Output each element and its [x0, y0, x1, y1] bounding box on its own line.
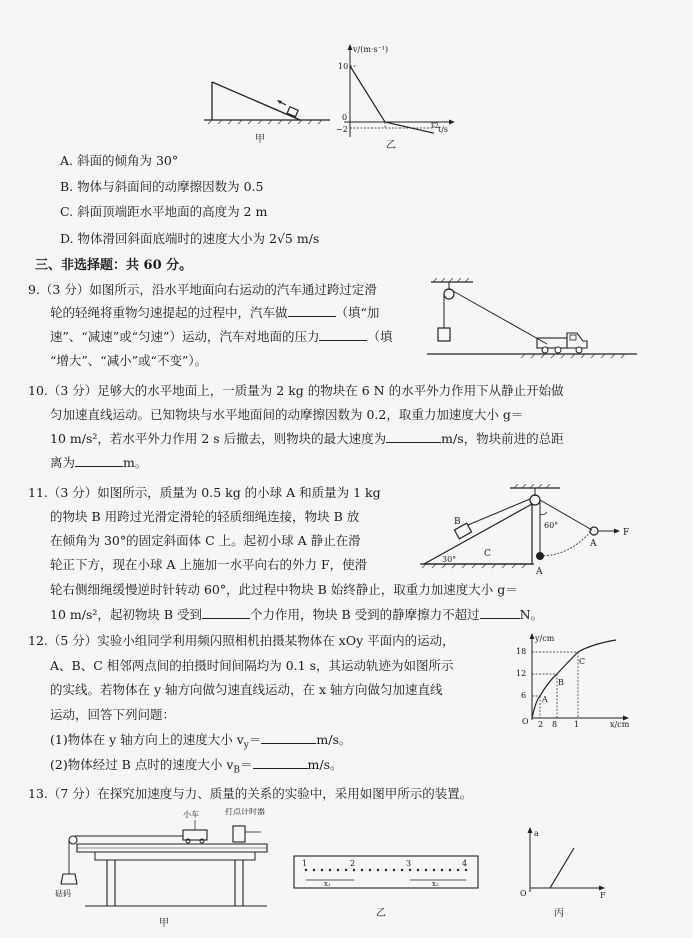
q13-fig-caption-jia: 甲 — [159, 918, 169, 929]
q11-blank-1[interactable] — [202, 607, 250, 619]
q10-blank-1[interactable] — [386, 431, 441, 443]
q11-line-1: 11.（3 分）如图所示，质量为 0.5 kg 的小球 A 和质量为 1 kg — [28, 485, 381, 500]
q12-fig-origin: O — [522, 717, 529, 726]
option-b: B. 物体与斜面间的动摩擦因数为 0.5 — [60, 179, 264, 194]
q11-fig-label-a: A — [536, 567, 543, 577]
vt-tick-neg2: −2 — [336, 125, 348, 134]
q13-apparatus-figure-jia — [55, 808, 275, 932]
q13-fig-caption-bing: 丙 — [554, 908, 564, 919]
q12-fig-tick-18: 18 — [516, 647, 527, 656]
q9-blank-2[interactable] — [319, 329, 367, 341]
q9-pulley-truck-figure — [425, 278, 640, 360]
q11-blank-2[interactable] — [480, 607, 520, 619]
option-c: C. 斜面顶端距水平地面的高度为 2 m — [60, 204, 268, 219]
tape-label-x2: x₂ — [432, 880, 439, 888]
q11-fig-label-f: F — [623, 528, 630, 538]
q9-line-2: 轮的轻绳将重物匀速提起的过程中，汽车做 （填“加 — [50, 305, 380, 320]
q13-tape-figure-yi — [292, 850, 482, 932]
q11-fig-label-a2: A — [590, 539, 597, 549]
q12-fig-tick-x2: 2 — [538, 720, 544, 728]
q9-line-4: “增大”、“减小”或“不变”）。 — [50, 353, 208, 368]
q12-blank-1[interactable] — [261, 732, 316, 744]
q12-fig-tick-x1: 1 — [574, 720, 580, 728]
q12-fig-point-b: B — [558, 678, 564, 687]
vt-tick-10: 10 — [338, 62, 349, 71]
tape-mark-3: 3 — [406, 859, 412, 868]
velocity-time-graph-yi — [330, 42, 460, 152]
tape-mark-2: 2 — [350, 859, 356, 868]
q11-line-5: 轮右侧细绳缓慢逆时针转动 60°，此过程中物块 B 始终静止，取重力加速度大小 g＝ — [50, 582, 518, 597]
q11-fig-label-b: B — [454, 517, 461, 527]
q10-line-1: 10.（3 分）足够大的水平地面上，一质量为 2 kg 的物块在 6 N 的水平外力作用下从静止开始做 — [28, 383, 564, 398]
incline-figure-jia — [200, 68, 340, 148]
q11-incline-pulley-figure — [420, 484, 645, 580]
q13-fig-label-car: 小车 — [183, 810, 199, 819]
q9-blank-1[interactable] — [288, 305, 336, 317]
q12-line-1: 12.（5 分）实验小组同学利用频闪照相机拍摄某物体在 xOy 平面内的运动， — [28, 633, 455, 648]
q12-blank-2[interactable] — [253, 757, 308, 769]
q13-line-1: 13.（7 分）在探究加速度与力、质量的关系的实验中，采用如图甲所示的装置。 — [28, 786, 473, 801]
q12-line-2: A、B、C 相邻两点间的拍摄时间间隔均为 0.1 s，其运动轨迹为如图所示 — [50, 658, 454, 673]
q12-line-4: 运动，回答下列问题： — [50, 707, 176, 722]
q13-a-f-graph-bing — [510, 826, 620, 932]
q13-fig-caption-yi: 乙 — [376, 908, 386, 919]
section-heading-3: 三、非选择题：共 60 分。 — [35, 258, 193, 273]
q9-line-3: 速”、“减速”或“匀速”）运动，汽车对地面的压力 （填 — [50, 329, 393, 344]
vt-tick-0: 0 — [342, 113, 348, 122]
vt-x-axis-label: t/s — [438, 125, 449, 134]
q12-fig-tick-12: 12 — [516, 669, 527, 678]
q11-fig-label-c: C — [484, 549, 491, 559]
tape-mark-1: 1 — [302, 859, 308, 868]
tape-mark-4: 4 — [462, 859, 468, 868]
q11-line-6: 10 m/s²，起初物块 B 受到 个力作用，物块 B 受到的静摩擦力不超过 N。 — [50, 607, 544, 622]
q12-fig-tick-6: 6 — [521, 691, 527, 700]
q10-blank-2[interactable] — [75, 455, 123, 467]
option-d: D. 物体滑回斜面底端时的速度大小为 2√5 m/s — [60, 231, 320, 246]
vt-series-line — [350, 66, 434, 133]
q11-line-3: 在倾角为 30°的固定斜面体 C 上。起初小球 A 静止在滑 — [50, 533, 361, 548]
vt-y-axis-label: v/(m·s⁻¹) — [353, 45, 389, 54]
q12-fig-y-label: y/cm — [535, 634, 555, 643]
q10-line-4: 离为 m。 — [50, 455, 148, 470]
q12-line-3: 的实线。若物体在 y 轴方向做匀速直线运动，在 x 轴方向做匀加速直线 — [50, 682, 443, 697]
q10-line-3: 10 m/s²，若水平外力作用 2 s 后撤去，则物块的最大速度为 m/s，物块前进的总距 — [50, 431, 564, 446]
fig-jia-caption: 甲 — [255, 134, 265, 145]
q9-line-1: 9.（3 分）如图所示，沿水平地面向右运动的汽车通过跨过定滑 — [28, 282, 377, 297]
q12-line-5: (1)物体在 y 轴方向上的速度大小 $v_y= m/s$。 — [50, 732, 352, 751]
q13-fig-label-weight: 砝码 — [55, 889, 71, 898]
q13-graph-axis-a: a — [534, 829, 539, 838]
fig-yi-caption: 乙 — [386, 140, 396, 151]
q11-fig-label-30: 30° — [442, 555, 457, 564]
q12-fig-point-a: A — [542, 695, 548, 704]
q10-line-2: 匀加速直线运动。已知物块与水平地面间的动摩擦因数为 0.2，取重力加速度大小 g＝ — [50, 407, 524, 422]
q12-trajectory-graph — [512, 630, 637, 728]
vt-tick-12: 12 — [430, 122, 439, 130]
option-a: A. 斜面的倾角为 30° — [60, 153, 179, 168]
q12-fig-point-c: C — [579, 657, 586, 666]
tape-label-x1: x₁ — [324, 880, 331, 888]
q12-fig-x-label: x/cm — [610, 720, 630, 728]
q11-line-2: 的物块 B 用跨过光滑定滑轮的轻质细绳连接，物块 B 放 — [50, 509, 360, 524]
q13-graph-axis-f: F — [600, 891, 606, 900]
q11-line-4: 轮正下方，现在小球 A 上施加一水平向右的外力 F，使滑 — [50, 557, 368, 572]
q13-graph-origin: O — [520, 889, 527, 898]
q12-line-6: (2)物体经过 B 点时的速度大小 $v_B= m/s$。 — [50, 757, 343, 776]
q11-fig-label-60: 60° — [544, 521, 559, 530]
q12-fig-tick-x8: 8 — [552, 720, 558, 728]
q13-fig-label-timer: 打点计时器 — [225, 808, 265, 816]
